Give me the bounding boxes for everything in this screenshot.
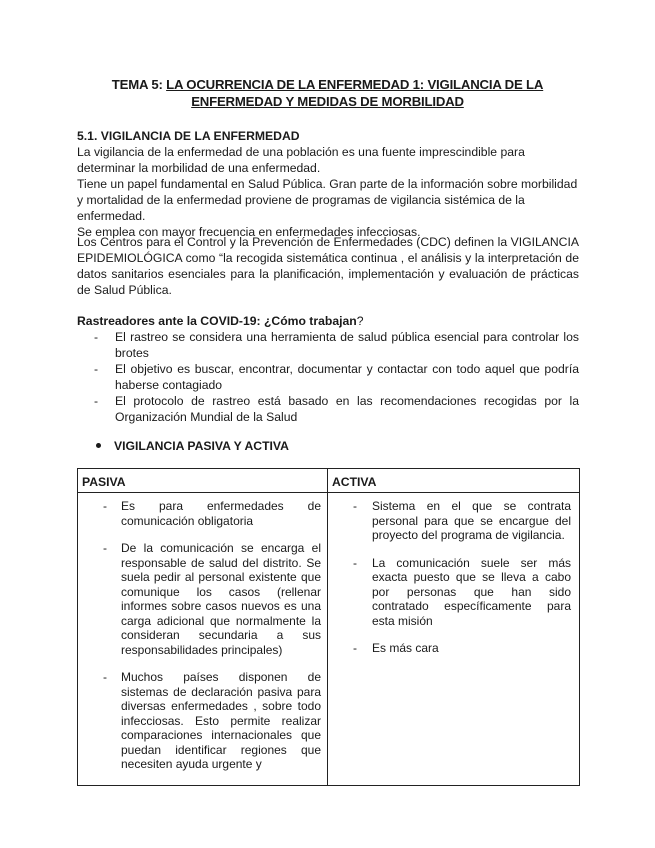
paragraph: Tiene un papel fundamental en Salud Pública. Gran parte de la información sobre morbilidad y mortalidad de la enfermedad proviene de programas de vigilancia sistémica de la enfermedad. bbox=[77, 177, 578, 223]
page-title bbox=[70, 76, 585, 110]
bullet-icon bbox=[96, 443, 101, 448]
paragraph: La vigilancia de la enfermedad de una población es una fuente imprescindible para determinar la morbilidad de una enfermedad. bbox=[77, 145, 525, 175]
header-pasiva: PASIVA bbox=[78, 469, 328, 493]
rastreadores-section bbox=[77, 313, 579, 425]
cell-activa bbox=[328, 493, 580, 786]
table-header-row bbox=[78, 469, 580, 493]
comparison-table bbox=[77, 468, 580, 786]
section-heading: 5.1. VIGILANCIA DE LA ENFERMEDAD bbox=[77, 129, 300, 143]
cell-pasiva bbox=[78, 493, 328, 786]
table-row bbox=[78, 493, 580, 786]
list-item: - Sistema en el que se contrata personal para que se encargue del proyecto del programa de vigilancia. bbox=[334, 499, 573, 543]
list-item: - El protocolo de rastreo está basado en las recomendaciones recogidas por la Organización Mundial de la Salud bbox=[77, 393, 579, 425]
list-item: - Es para enfermedades de comunicación obligatoria bbox=[84, 499, 321, 528]
rastreadores-list bbox=[77, 329, 579, 425]
list-item: - De la comunicación se encarga el responsable de salud del distrito. Se suela pedir al personal existente que comunique los casos (rellenar informes sobre casos nuevos es una carga adicional que normalmente la consideran secundaria a sus responsabilidades principales) bbox=[84, 541, 321, 657]
title-underlined: LA OCURRENCIA DE LA ENFERMEDAD 1: VIGILANCIA DE LA ENFERMEDAD Y MEDIDAS DE MORBILIDAD bbox=[166, 77, 544, 109]
rastreadores-heading: Rastreadores ante la COVID-19: ¿Cómo trabajan? bbox=[77, 314, 364, 328]
cdc-paragraph: Los Centros para el Control y la Prevención de Enfermedades (CDC) definen la VIGILANCIA EPIDEMIOLÓGICA como “la recogida sistemática continua , el análisis y la interpretación de datos sanitarios esenciales para la planificación, implementación y evaluación de prácticas de Salud Pública. bbox=[77, 235, 579, 297]
list-item: - El objetivo es buscar, encontrar, documentar y contactar con todo aquel que podría haberse contagiado bbox=[77, 361, 579, 393]
header-activa: ACTIVA bbox=[328, 469, 580, 493]
title-prefix: TEMA 5: bbox=[111, 77, 167, 92]
list-item: - Muchos países disponen de sistemas de declaración pasiva para diversas enfermedades , sobre todo infecciosas. Esto permite realizar comparaciones internacionales que puedan identificar regiones que necesiten ayuda urgente y bbox=[84, 670, 321, 772]
section-vigilancia bbox=[77, 128, 579, 240]
paragraph: Se emplea con mayor frecuencia en enfermedades infecciosas. bbox=[77, 225, 421, 239]
list-item: - La comunicación suele ser más exacta puesto que se lleva a cabo por personas que han sido contratado específicamente para esta misión bbox=[334, 556, 573, 629]
list-item: - Es más cara bbox=[334, 641, 573, 656]
bullet-heading: VIGILANCIA PASIVA Y ACTIVA bbox=[96, 438, 289, 454]
list-item: - El rastreo se considera una herramienta de salud pública esencial para controlar los brotes bbox=[77, 329, 579, 361]
